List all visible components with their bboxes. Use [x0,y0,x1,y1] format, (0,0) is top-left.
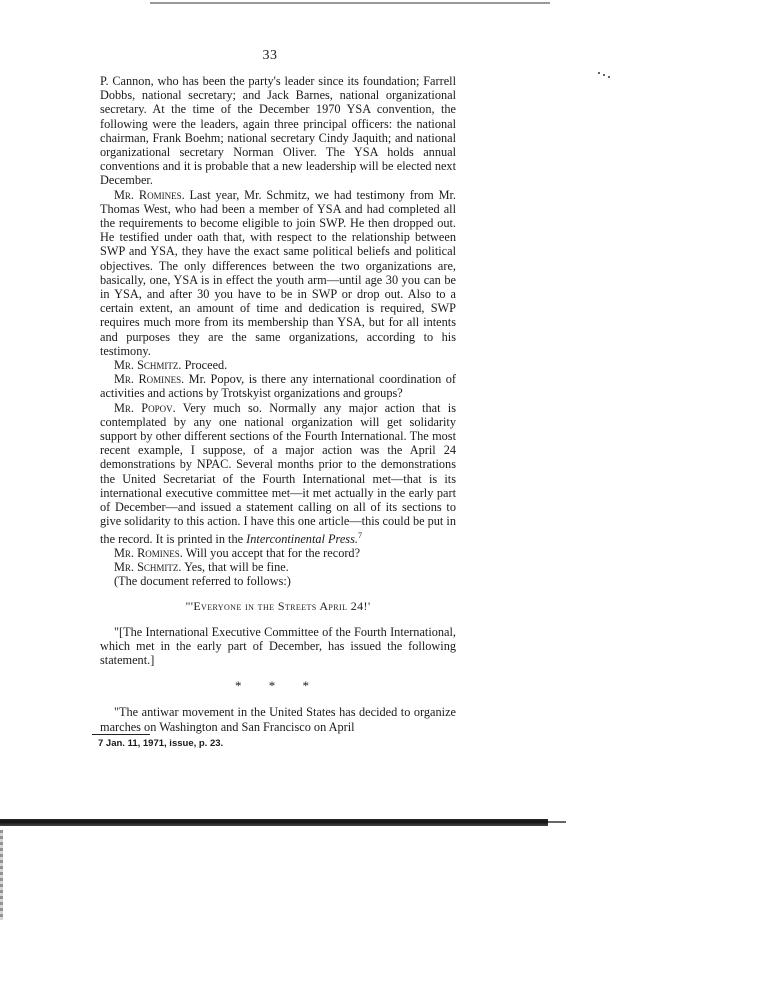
paragraph-romines-1: Mr. Romines. Last year, Mr. Schmitz, we had testimony from Mr. Thomas West, who had been a member of YSA and had completed all the requirements to become eligible to join SWP. He then dropped out. He testified under oath that, with respect to the relationship between SWP and YSA, they have the exact same political beliefs and political objectives. The only differences between the two organizations are, basically, one, YSA is in effect the youth arm—until age 30 you can be in YSA, and after 30 you have to be in SWP or drop out. Also to a certain extent, an amount of time and dedication is required, SWP requires much more from its membership than YSA, but for all intents and purposes they are the same organizations, according to his testimony. [100,187,456,358]
speaker-name: Mr. Schmitz. [114,358,182,373]
scan-top-rule [150,2,550,4]
paragraph-document-note: (The document referred to follows:) [114,574,291,589]
scan-left-edge [0,830,3,920]
publication-title: Intercontinental Press. [246,531,358,546]
speaker-name: Mr. Romines. [114,187,185,202]
footnote-ref: 7 [357,530,362,540]
scan-speck [598,72,612,78]
editor-note: "[The International Executive Committee of the Fourth International, which met in the early part of December, has issued the following statement.] [100,624,456,668]
section-separator: * * * [235,678,321,694]
footnote-rule [92,734,150,735]
speaker-name: Mr. Romines. [114,545,183,560]
paragraph-schmitz-1: Mr. Schmitz. Proceed. [114,358,228,373]
speaker-name: Mr. Popov. [114,400,176,415]
page-number: 33 [262,48,278,63]
paragraph-schmitz-2: Mr. Schmitz. Yes, that will be fine. [114,560,289,574]
page-body [100,74,456,734]
paragraph-romines-3: Mr. Romines. Will you accept that for the record? [114,545,361,560]
scan-bottom-band [0,819,548,826]
paragraph-romines-2: Mr. Romines. Mr. Popov, is there any international coordination of activities and actions by Trotskyist organizations and groups? [100,372,456,401]
paragraph-continuation: P. Cannon, who has been the party's leader since its foundation; Farrell Dobbs, national secretary; and Jack Barnes, national organizational secretary. At the time of the December 1970 YSA convention, the following were the leaders, again three principal officers: the national chairman, Frank Boehm; national secretary Cindy Jaquith; and national organizational secretary Norman Oliver. The YSA holds annual conventions and it is probable that a new leadership will be elected next December. [100,74,456,188]
article-heading: "'Everyone in the Streets April 24!' [185,599,371,614]
article-start: "The antiwar movement in the United States has decided to organize marches on Washington and San Francisco on April [100,705,456,734]
speaker-name: Mr. Romines. [114,372,185,387]
scan-bottom-band-tail [548,821,566,823]
footnote: 7 Jan. 11, 1971, issue, p. 23. [98,738,224,749]
speaker-name: Mr. Schmitz. [114,560,182,574]
paragraph-popov-1: Mr. Popov. Very much so. Normally any major action that is contemplated by any one national organization will get solidarity support by other different sections of the Fourth International. The most recent example, I suppose, of a major action was the April 24 demonstrations by NPAC. Several months prior to the demonstrations the United Secretariat of the Fourth International met—that is its international executive committee met—it met actually in the early part of December—and issued a statement calling on all of its sections to give solidarity to this action. I have this one article—this could be put in the record. It is printed in the Intercontinental Press.$^7$ [100,400,456,546]
